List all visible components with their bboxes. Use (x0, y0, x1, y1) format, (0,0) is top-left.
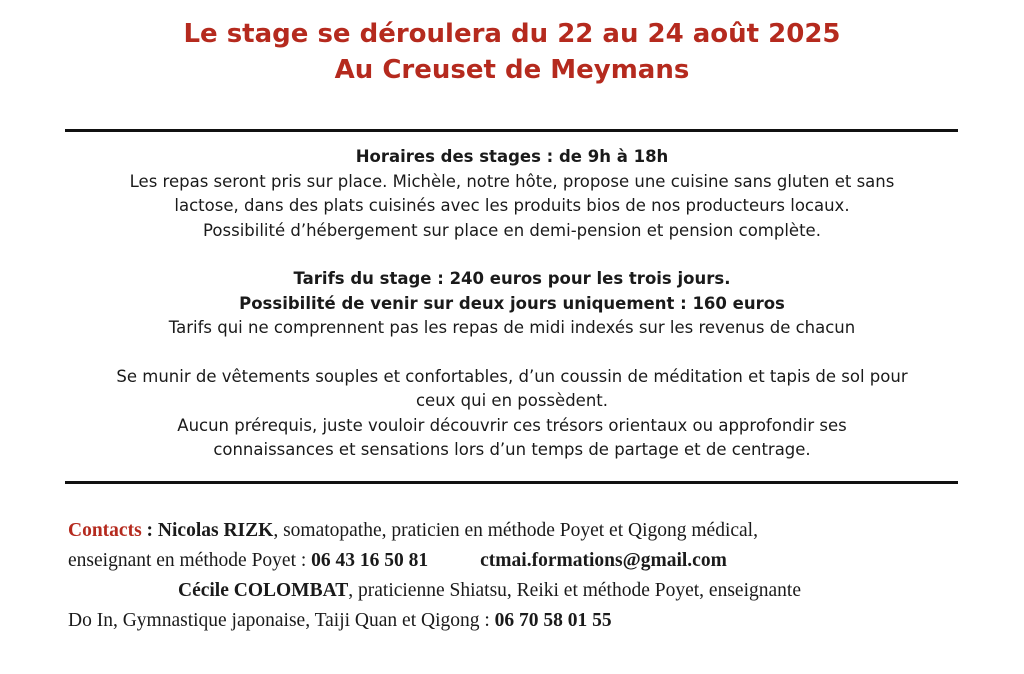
contact-1-phone[interactable]: 06 43 16 50 81 (311, 550, 429, 571)
contact-line-3 (68, 576, 968, 606)
prereq-line-1: Aucun prérequis, juste vouloir découvrir ces trésors orientaux ou approfondir ses (177, 415, 847, 435)
prereq-line-2: connaissances et sensations lors d’un temps de partage et de centrage. (213, 440, 811, 459)
contacts-separator: : (141, 520, 158, 541)
hours-line: Horaires des stages : de 9h à 18h (355, 147, 669, 166)
meals-line-2: lactose, dans des plats cuisinés avec les produits bios de nos producteurs locaux. (174, 196, 850, 215)
lodging-line: Possibilité d’hébergement sur place en demi-pension et pension complète. (203, 220, 821, 240)
contact-email[interactable]: ctmai.formations@gmail.com (480, 550, 727, 571)
contact-1-description: , somatopathe, praticien en méthode Poyet et Qigong médical, (273, 520, 758, 541)
event-dates-heading: Le stage se déroulera du 22 au 24 août 2025 (183, 19, 841, 49)
contact-1-role: enseignant en méthode Poyet : (68, 550, 312, 571)
info-section (40, 145, 984, 463)
contact-line-4 (68, 606, 968, 636)
contact-line-2 (68, 546, 968, 576)
meals-line-1: Les repas seront pris sur place. Michèle, notre hôte, propose une cuisine sans gluten et sans (129, 171, 895, 191)
contact-2-role: Do In, Gymnastique japonaise, Taiji Quan et Qigong : (68, 610, 495, 631)
price-line-3: Tarifs qui ne comprennent pas les repas de midi indexés sur les revenus de chacun (168, 318, 856, 337)
bottom-divider (65, 481, 958, 484)
contacts-section (68, 516, 968, 636)
contact-2-phone[interactable]: 06 70 58 01 55 (494, 610, 612, 631)
bring-line-1: Se munir de vêtements souples et confortables, d’un coussin de méditation et tapis de sol pour (116, 366, 908, 386)
price-line-2: Possibilité de venir sur deux jours uniquement : 160 euros (239, 293, 785, 313)
contacts-label: Contacts (68, 520, 142, 541)
top-divider (65, 129, 958, 132)
contact-line-1 (68, 516, 968, 546)
contact-2-description: , praticienne Shiatsu, Reiki et méthode Poyet, enseignante (348, 580, 801, 601)
bring-line-2: ceux qui en possèdent. (415, 391, 608, 410)
contact-1-name: Nicolas RIZK (157, 520, 274, 541)
event-venue-heading: Au Creuset de Meymans (334, 55, 690, 85)
price-line-1: Tarifs du stage : 240 euros pour les trois jours. (293, 269, 731, 288)
contact-2-name: Cécile COLOMBAT (178, 580, 349, 601)
event-header (0, 16, 1024, 88)
